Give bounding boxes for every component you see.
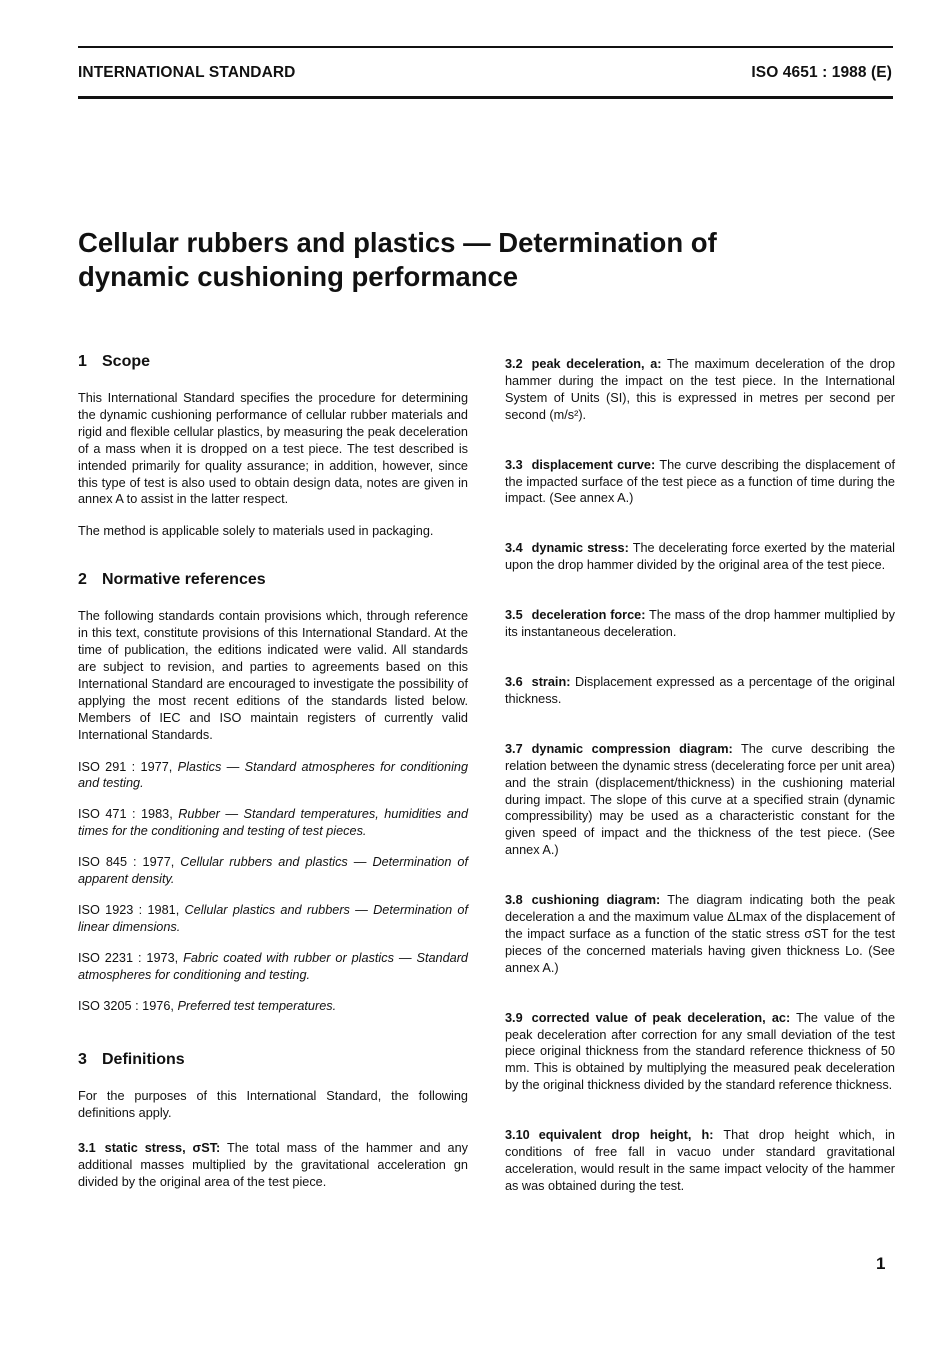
reference-code: ISO 2231 : 1973, (78, 950, 184, 965)
reference-code: ISO 291 : 1977, (78, 759, 178, 774)
section-scope-heading (78, 352, 468, 372)
reference-title: Preferred test temperatures. (177, 998, 337, 1013)
definition-number: 3.3 (505, 457, 523, 472)
definition-number: 3.10 (505, 1128, 530, 1143)
definition-term: corrected value of peak deceleration, ac: (531, 1010, 791, 1025)
definition-text: The decelerating force exerted by the material upon the drop hammer divided by the original area of the test piece. (505, 541, 895, 573)
definition-item (505, 607, 895, 641)
definitions-intro: For the purposes of this International Standard, the following definitions apply. (78, 1089, 468, 1121)
reference-title: Cellular plastics and rubbers — Determination of linear dimensions. (78, 902, 468, 934)
definition-number: 3.5 (505, 608, 523, 623)
reference-code: ISO 471 : 1983, (78, 807, 179, 822)
reference-code: ISO 3205 : 1976, (78, 998, 178, 1013)
definition-item (505, 457, 895, 508)
title-line-1: Cellular rubbers and plastics — Determination of (78, 227, 717, 258)
header-left: INTERNATIONAL STANDARD (78, 64, 296, 81)
definition-text: The curve describing the relation between the dynamic stress (decelerating force per unit area) and the strain (displacement/thickness) in the cushioning material during impact. The slope of this curve at a specified strain (dynamic compressibility) may be used as a characteristic constant for the given speed of impact and the thickness of the test piece. (See annex A.) (505, 741, 896, 858)
definition-term: equivalent drop height, h: (538, 1128, 714, 1143)
reference-item (78, 854, 468, 888)
definition-text: The curve describing the displacement of the impacted surface of the test piece as a function of time during the impact. (See annex A.) (505, 457, 896, 506)
scope-paragraph-1: This International Standard specifies the procedure for determining the dynamic cushioning performance of cellular rubber materials and rigid and flexible cellular plastics, by measuring the peak deceleration of a mass when it is dropped on a test piece. The test described is intended primarily for quality assurance; in addition, however, since this type of test is also used to obtain design data, notes are given in annex A to assist in the latter respect. (78, 391, 468, 507)
reference-code: ISO 1923 : 1981, (78, 902, 185, 917)
header-top-rule (78, 46, 893, 48)
definition-text: Displacement expressed as a percentage of the original thickness. (505, 674, 895, 706)
section-number: 2 (78, 571, 87, 589)
page-number: 1 (876, 1254, 886, 1273)
reference-title: Plastics — Standard atmospheres for conditioning and testing. (78, 759, 468, 791)
definition-text: The mass of the drop hammer multiplied by its instantaneous deceleration. (505, 608, 895, 640)
right-column (505, 356, 895, 1228)
section-title: Normative references (102, 571, 266, 589)
definition-number: 3.1 (78, 1141, 96, 1156)
section-normative-heading (78, 570, 468, 590)
definition-text: The diagram indicating both the peak deceleration a and the maximum value ΔLmax of the displacement of the impact surface as a function of the static stress σST for the test pieces of the concerned materials having given thickness Lo. (See annex A.) (505, 893, 895, 975)
definition-item (505, 1127, 895, 1195)
definition-item (505, 892, 895, 977)
definition-term: cushioning diagram: (531, 893, 661, 908)
definition-item (505, 674, 895, 708)
definition-number: 3.2 (505, 357, 523, 371)
header-right: ISO 4651 : 1988 (E) (751, 64, 892, 81)
definition-number: 3.4 (505, 541, 523, 556)
scope-paragraph-2: The method is applicable solely to materials used in packaging. (78, 524, 434, 539)
definition-number: 3.7 (505, 741, 523, 756)
normative-intro: The following standards contain provisions which, through reference in this text, constitute provisions of this International Standard. At the time of publication, the editions indicated were valid. All standards are subject to revision, and parties to agreements based on this International Standard are encouraged to investigate the possibility of applying the most recent editions of the standards listed below. Members of IEC and ISO maintain registers of currently valid International Standards. (78, 609, 468, 742)
reference-item (78, 950, 468, 984)
reference-item (78, 902, 468, 936)
reference-code: ISO 845 : 1977, (78, 855, 181, 870)
definition-number: 3.9 (505, 1010, 523, 1025)
section-number: 3 (78, 1051, 87, 1069)
header-bottom-rule (78, 96, 893, 99)
definition-item (78, 1140, 468, 1191)
reference-title: Rubber — Standard temperatures, humidities and times for the conditioning and testing of test pieces. (78, 807, 468, 839)
definition-term: strain: (531, 674, 571, 689)
definition-number: 3.6 (505, 674, 523, 689)
definition-item (505, 1010, 895, 1095)
definition-item (505, 356, 895, 424)
reference-item (78, 806, 468, 840)
reference-item (78, 998, 468, 1015)
definition-term: static stress, σST: (104, 1141, 221, 1156)
definition-term: displacement curve: (531, 457, 656, 472)
definition-item (505, 741, 895, 859)
definition-text: The value of the peak deceleration after correction for any small deviation of the test piece original thickness from the standard reference thickness of 50 mm. This is obtained by multiplying the measured peak deceleration by the original thickness divided by the standard reference thickness. (505, 1010, 895, 1093)
definition-number: 3.8 (505, 893, 523, 908)
document-title (78, 226, 893, 294)
definition-text: The total mass of the hammer and any additional masses multiplied by the gravitational acceleration gn divided by the original area of the test piece. (78, 1141, 468, 1190)
section-title: Scope (102, 353, 151, 370)
definition-term: dynamic stress: (531, 541, 629, 556)
definition-term: dynamic compression diagram: (531, 741, 733, 756)
section-title: Definitions (102, 1051, 185, 1069)
section-definitions-heading (78, 1050, 468, 1070)
reference-title: Cellular rubbers and plastics — Determination of apparent density. (78, 855, 468, 887)
section-number: 1 (78, 353, 87, 370)
definition-text: The maximum deceleration of the drop hammer during the impact on the test piece. In the International System of Units (SI), this is expressed in metres per second per second (m/s²). (505, 357, 895, 422)
left-column (78, 352, 468, 1224)
title-line-2: dynamic cushioning performance (78, 261, 519, 292)
definition-term: deceleration force: (531, 608, 646, 623)
definition-item (505, 540, 895, 574)
reference-title: Fabric coated with rubber or plastics — Standard atmospheres for conditioning and testing. (78, 950, 468, 982)
definition-text: That drop height which, in conditions of free fall in vacuo under standard gravitational acceleration, would result in the same impact velocity of the hammer as was obtained during the test. (505, 1128, 895, 1193)
definition-term: peak deceleration, a: (531, 357, 662, 371)
reference-item (78, 759, 468, 793)
